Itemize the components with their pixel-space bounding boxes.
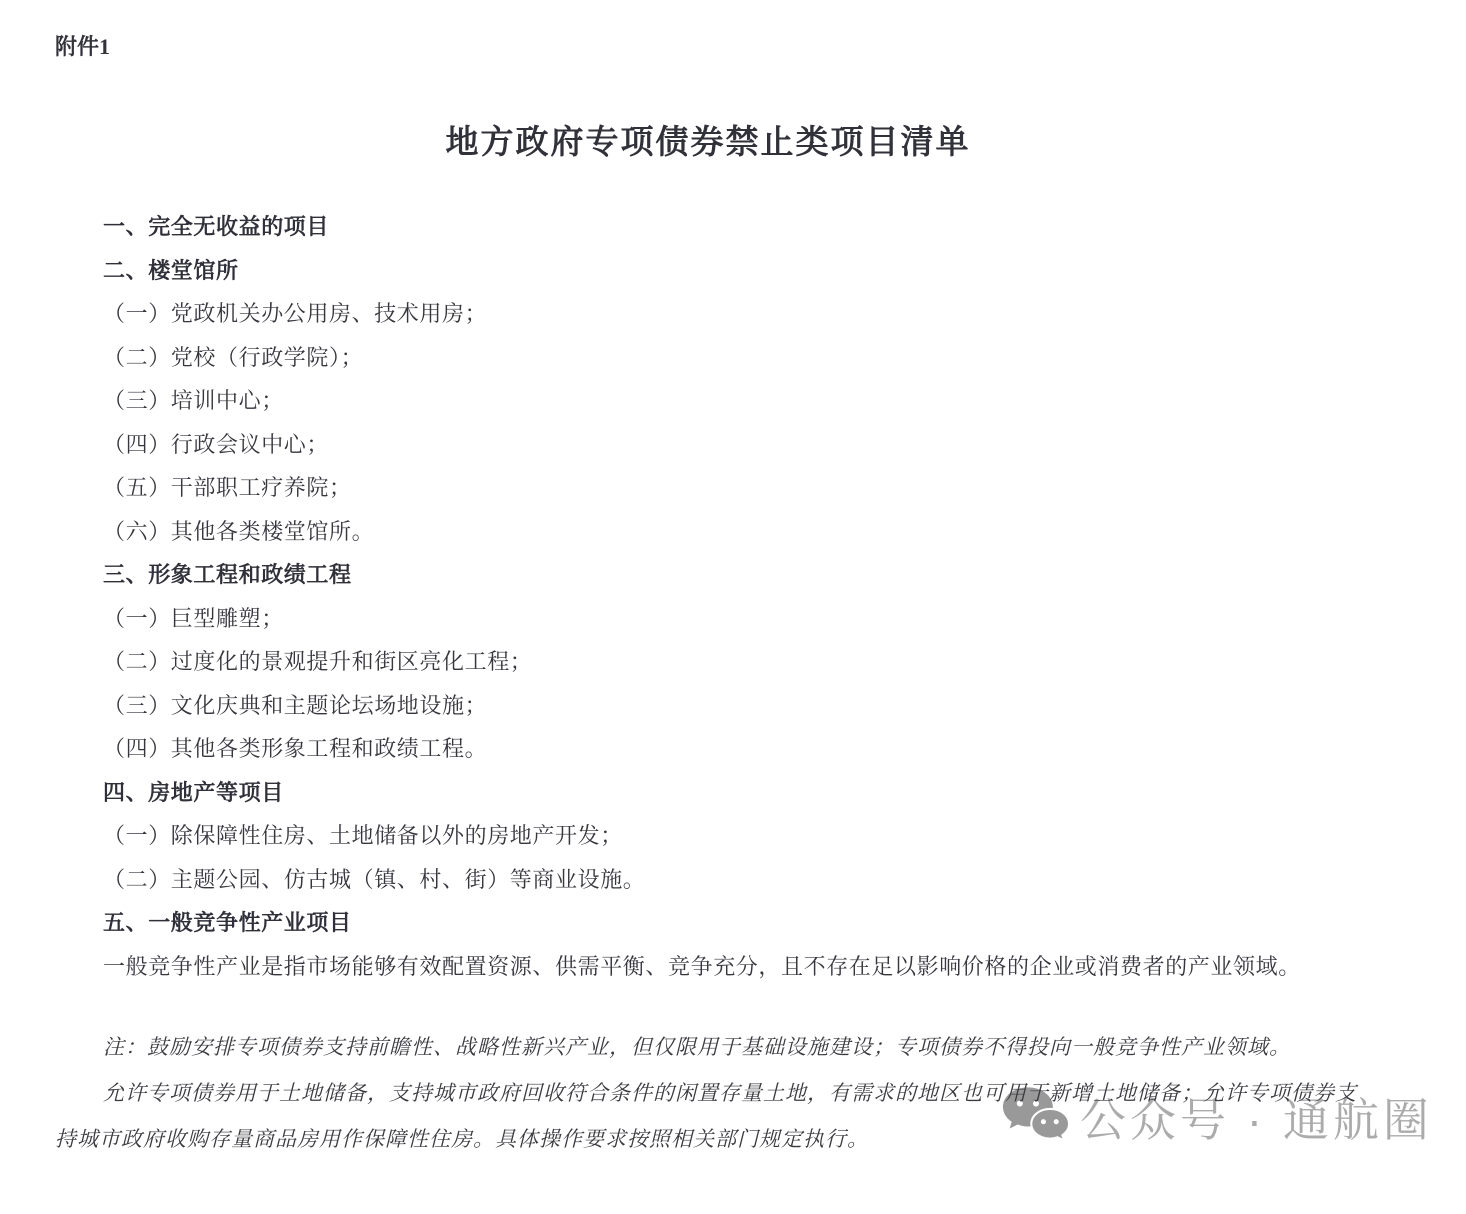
list-item: （三）文化庆典和主题论坛场地设施； (103, 692, 488, 718)
footnote-2: 允许专项债券用于土地储备，支持城市政府回收符合条件的闲置存量土地，有需求的地区也可用于新增土地储备；允许专项债券支持城市政府收购存量商品房用作保障性住房。具体操作要求按照相关部门规定执行。 (55, 1081, 1357, 1151)
section-heading-5: 五、一般竞争性产业项目 (103, 910, 352, 935)
section-heading-3: 三、形象工程和政绩工程 (103, 562, 352, 587)
footnote-1: 注：鼓励安排专项债券支持前瞻性、战略性新兴产业，但仅限用于基础设施建设；专项债券不得投向一般竞争性产业领域。 (103, 1035, 1291, 1059)
list-item: （一）党政机关办公用房、技术用房； (103, 301, 488, 326)
document-body (55, 205, 1361, 988)
body-paragraph: 一般竞争性产业是指市场能够有效配置资源、供需平衡、竞争充分，且不存在足以影响价格的企业或消费者的产业领域。 (103, 953, 1301, 979)
list-item: （五）干部职工疗养院； (103, 475, 352, 500)
list-item: （二）过度化的景观提升和街区亮化工程； (103, 649, 533, 674)
attachment-label: 附件1 (55, 34, 111, 59)
list-item: （二）党校（行政学院）； (103, 344, 364, 370)
section-heading-1: 一、完全无收益的项目 (103, 214, 330, 239)
section-heading-4: 四、房地产等项目 (103, 779, 284, 805)
footnotes (55, 1024, 1361, 1162)
list-item: （四）其他各类形象工程和政绩工程。 (103, 736, 488, 761)
list-item: （一）除保障性住房、土地储备以外的房地产开发； (103, 823, 623, 848)
list-item: （三）培训中心； (103, 388, 284, 413)
list-item: （六）其他各类楼堂馆所。 (103, 518, 375, 544)
list-item: （四）行政会议中心； (103, 431, 330, 457)
page-title: 地方政府专项债券禁止类项目清单 (445, 125, 971, 161)
watermark-label: 公众号 · 通航圈 (1080, 1094, 1433, 1146)
section-heading-2: 二、楼堂馆所 (103, 257, 239, 283)
list-item: （二）主题公园、仿古城（镇、村、街）等商业设施。 (103, 866, 646, 892)
list-item: （一）巨型雕塑； (103, 605, 284, 631)
